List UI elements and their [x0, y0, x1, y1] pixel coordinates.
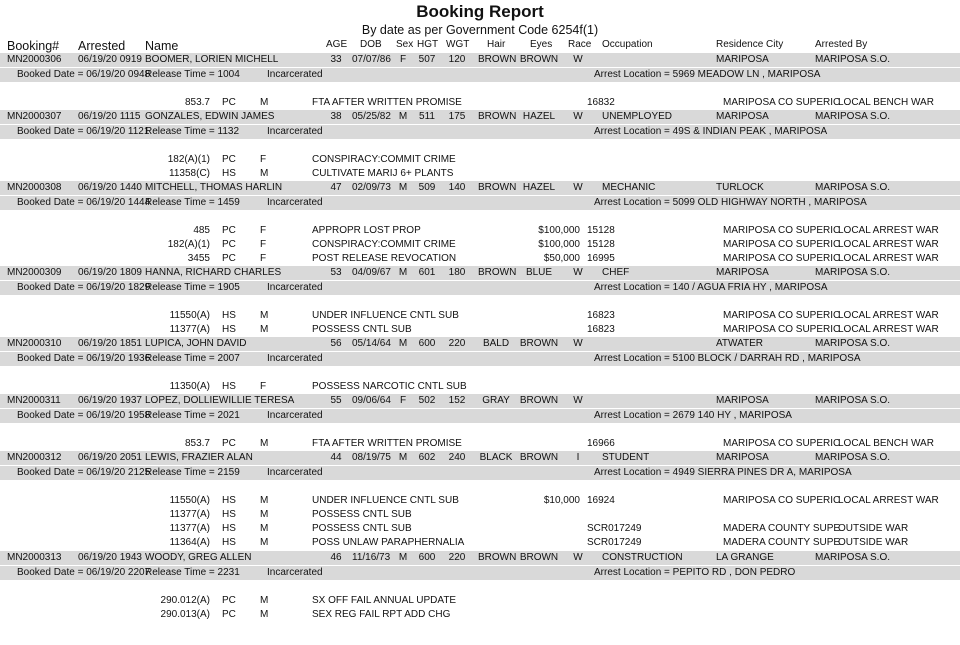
age: 38 — [330, 111, 342, 122]
release-time: Release Time = 1459 — [145, 197, 240, 208]
occupation: STUDENT — [602, 452, 650, 463]
charge-level: F — [260, 253, 267, 264]
age: 47 — [330, 182, 342, 193]
charge-description: POSSESS CNTL SUB — [312, 324, 412, 335]
weight: 175 — [448, 111, 466, 122]
status: Incarcerated — [267, 282, 323, 293]
charge-type: PC — [222, 253, 236, 264]
status: Incarcerated — [267, 467, 323, 478]
warrant-number: 15128 — [587, 225, 615, 236]
court: MARIPOSA CO SUPERIC — [723, 253, 841, 264]
arrested-by: MARIPOSA S.O. — [815, 452, 891, 463]
header-dob: DOB — [360, 39, 382, 50]
header-name: Name — [145, 39, 179, 53]
status: Incarcerated — [267, 410, 323, 421]
charge-code: 11358(C) — [169, 168, 210, 179]
race: W — [573, 111, 583, 122]
dob: 02/09/73 — [352, 182, 391, 193]
status: Incarcerated — [267, 567, 323, 578]
hair: BLACK — [479, 452, 513, 463]
race: W — [573, 338, 583, 349]
charge-type: HS — [222, 324, 236, 335]
booking-number: MN2000309 — [7, 267, 62, 278]
occupation: CONSTRUCTION — [602, 552, 683, 563]
charge-description: POSSESS NARCOTIC CNTL SUB — [312, 381, 467, 392]
charge-description: POSS UNLAW PARAPHERNALIA — [312, 537, 465, 548]
header-eyes: Eyes — [530, 39, 553, 50]
warrant-source: LOCAL ARREST WAR — [838, 310, 939, 321]
report-title: Booking Report — [416, 2, 544, 21]
hair: GRAY — [482, 395, 510, 406]
charge-type: PC — [222, 225, 236, 236]
height: 511 — [419, 111, 435, 122]
race: W — [573, 182, 583, 193]
charge-level: M — [260, 523, 269, 534]
charge-type: HS — [222, 495, 236, 506]
residence-city: MARIPOSA — [716, 111, 769, 122]
header-age: AGE — [326, 39, 348, 50]
hair: BROWN — [478, 267, 517, 278]
height: 507 — [418, 54, 436, 65]
bail-amount: $10,000 — [543, 495, 580, 506]
arrested-datetime: 06/19/20 1440 — [78, 182, 142, 193]
charge-level: M — [260, 168, 269, 179]
race: W — [573, 552, 583, 563]
age: 56 — [330, 338, 342, 349]
hair: BALD — [482, 338, 510, 349]
charge-type: HS — [222, 523, 236, 534]
sex: F — [399, 395, 407, 406]
charge-code: 182(A)(1) — [167, 154, 210, 165]
release-time: Release Time = 2231 — [145, 567, 240, 578]
charge-description: UNDER INFLUENCE CNTL SUB — [312, 495, 459, 506]
occupation: CHEF — [602, 267, 630, 278]
weight: 220 — [448, 552, 466, 563]
booked-date: Booked Date = 06/19/20 2125 — [17, 467, 151, 478]
age: 33 — [330, 54, 342, 65]
sex: M — [398, 182, 408, 193]
court: MARIPOSA CO SUPERIC — [723, 225, 841, 236]
charge-level: M — [260, 438, 269, 449]
charge-code: 11550(A) — [169, 495, 210, 506]
bail-amount: $100,000 — [538, 225, 580, 236]
arrested-by: MARIPOSA S.O. — [815, 338, 891, 349]
residence-city: MARIPOSA — [716, 395, 769, 406]
warrant-source: OUTSIDE WAR — [838, 537, 909, 548]
charge-description: SX OFF FAIL ANNUAL UPDATE — [312, 595, 457, 606]
header-hair: Hair — [487, 39, 506, 50]
charge-code: 11377(A) — [169, 523, 210, 534]
arrest-location: Arrest Location = PEPITO RD , DON PEDRO — [594, 567, 796, 578]
charge-level: M — [260, 97, 269, 108]
height: 602 — [418, 452, 436, 463]
warrant-number: 16924 — [587, 495, 615, 506]
header-sex: Sex — [396, 39, 414, 50]
warrant-number: 16966 — [587, 438, 615, 449]
charge-description: CULTIVATE MARIJ 6+ PLANTS — [312, 168, 454, 179]
arrested-datetime: 06/19/20 1937 — [78, 395, 142, 406]
court: MARIPOSA CO SUPERIC — [723, 97, 841, 108]
charge-type: HS — [222, 381, 236, 392]
release-time: Release Time = 2007 — [145, 353, 240, 364]
height: 509 — [418, 182, 436, 193]
booking-number: MN2000307 — [7, 111, 62, 122]
eyes: BROWN — [519, 54, 559, 65]
dob: 05/14/64 — [352, 338, 391, 349]
warrant-source: LOCAL ARREST WAR — [838, 324, 939, 335]
arrest-location: Arrest Location = 5100 BLOCK / DARRAH RD , MARIPOSA — [594, 353, 861, 364]
sex: F — [399, 54, 407, 65]
dob: 04/09/67 — [352, 267, 391, 278]
race: W — [573, 267, 583, 278]
arrested-datetime: 06/19/20 1851 — [78, 338, 142, 349]
charge-code: 11550(A) — [169, 310, 210, 321]
height: 502 — [418, 395, 436, 406]
release-time: Release Time = 1905 — [145, 282, 240, 293]
height: 601 — [418, 267, 436, 278]
charge-description: FTA AFTER WRITTEN PROMISE — [312, 438, 462, 449]
warrant-number: 16832 — [587, 97, 615, 108]
header-hgt: HGT — [417, 39, 439, 50]
warrant-source: LOCAL ARREST WAR — [838, 239, 939, 250]
dob: 11/16/73 — [352, 552, 391, 563]
age: 44 — [330, 452, 342, 463]
arrest-location: Arrest Location = 5099 OLD HIGHWAY NORTH , MARIPOSA — [594, 197, 867, 208]
charge-code: 853.7 — [184, 438, 210, 449]
height: 600 — [418, 338, 436, 349]
arrested-datetime: 06/19/20 1115 — [78, 111, 141, 122]
arrested-by: MARIPOSA S.O. — [815, 395, 891, 406]
charge-level: M — [260, 595, 269, 606]
charge-level: F — [260, 239, 267, 250]
booked-date: Booked Date = 06/19/20 1829 — [17, 282, 151, 293]
charge-description: APPROPR LOST PROP — [312, 225, 421, 236]
charge-level: M — [260, 324, 269, 335]
person-name: BOOMER, LORIEN MICHELL — [145, 54, 279, 65]
booked-date: Booked Date = 06/19/20 1444 — [17, 197, 151, 208]
warrant-source: LOCAL ARREST WAR — [838, 253, 939, 264]
court: MADERA COUNTY SUPE — [723, 537, 841, 548]
race: W — [573, 395, 583, 406]
header-arrested: Arrested — [78, 39, 126, 53]
hair: BROWN — [478, 182, 517, 193]
status: Incarcerated — [267, 353, 323, 364]
charge-level: F — [260, 381, 267, 392]
dob: 05/25/82 — [352, 111, 391, 122]
arrest-location: Arrest Location = 49S & INDIAN PEAK , MARIPOSA — [594, 126, 828, 137]
header-booking: Booking# — [7, 39, 60, 53]
eyes: HAZEL — [522, 182, 556, 193]
charge-type: PC — [222, 595, 236, 606]
arrested-datetime: 06/19/20 0919 — [78, 54, 142, 65]
charge-level: M — [260, 310, 269, 321]
eyes: BROWN — [519, 452, 559, 463]
race: I — [576, 452, 580, 463]
weight: 240 — [448, 452, 466, 463]
booking-number: MN2000306 — [7, 54, 62, 65]
header-occupation: Occupation — [602, 39, 653, 50]
charge-type: PC — [222, 438, 236, 449]
person-name: MITCHELL, THOMAS HARLIN — [145, 182, 283, 193]
warrant-source: LOCAL ARREST WAR — [838, 495, 939, 506]
booking-number: MN2000308 — [7, 182, 62, 193]
header-arrested-by: Arrested By — [815, 39, 868, 50]
court: MARIPOSA CO SUPERIC — [723, 324, 841, 335]
booked-date: Booked Date = 06/19/20 1121 — [17, 126, 150, 137]
booked-date: Booked Date = 06/19/20 2207 — [17, 567, 151, 578]
arrest-location: Arrest Location = 140 / AGUA FRIA HY , MARIPOSA — [594, 282, 828, 293]
charge-code: 3455 — [187, 253, 210, 264]
arrested-by: MARIPOSA S.O. — [815, 54, 891, 65]
status: Incarcerated — [267, 197, 323, 208]
occupation: MECHANIC — [602, 182, 656, 193]
booked-date: Booked Date = 06/19/20 0948 — [17, 69, 151, 80]
charge-code: 11377(A) — [169, 324, 210, 335]
weight: 180 — [448, 267, 466, 278]
residence-city: TURLOCK — [716, 182, 764, 193]
charge-description: UNDER INFLUENCE CNTL SUB — [312, 310, 459, 321]
sex: M — [398, 452, 408, 463]
sex: M — [398, 267, 408, 278]
dob: 09/06/64 — [352, 395, 391, 406]
charge-type: PC — [222, 609, 236, 620]
arrested-datetime: 06/19/20 1943 — [78, 552, 142, 563]
weight: 220 — [448, 338, 466, 349]
charge-code: 182(A)(1) — [167, 239, 210, 250]
arrested-by: MARIPOSA S.O. — [815, 111, 891, 122]
residence-city: LA GRANGE — [716, 552, 774, 563]
release-time: Release Time = 2021 — [145, 410, 240, 421]
eyes: BLUE — [525, 267, 553, 278]
booked-date: Booked Date = 06/19/20 1958 — [17, 410, 151, 421]
booking-number: MN2000312 — [7, 452, 62, 463]
person-name: HANNA, RICHARD CHARLES — [145, 267, 282, 278]
charge-type: HS — [222, 537, 236, 548]
arrest-location: Arrest Location = 4949 SIERRA PINES DR A, MARIPOSA — [594, 467, 852, 478]
court: MARIPOSA CO SUPERIC — [723, 438, 841, 449]
arrest-location: Arrest Location = 2679 140 HY , MARIPOSA — [594, 410, 792, 421]
arrested-by: MARIPOSA S.O. — [815, 552, 891, 563]
bail-amount: $100,000 — [538, 239, 580, 250]
release-time: Release Time = 1132 — [145, 126, 240, 137]
charge-description: CONSPIRACY:COMMIT CRIME — [312, 239, 456, 250]
eyes: BROWN — [519, 552, 559, 563]
person-name: LOPEZ, DOLLIEWILLIE TERESA — [145, 395, 295, 406]
age: 46 — [330, 552, 342, 563]
charge-code: 290.013(A) — [160, 609, 210, 620]
charge-code: 853.7 — [184, 97, 210, 108]
charge-level: F — [260, 225, 267, 236]
sex: M — [398, 111, 408, 122]
warrant-source: LOCAL ARREST WAR — [838, 225, 939, 236]
arrest-location: Arrest Location = 5969 MEADOW LN , MARIPOSA — [594, 69, 821, 80]
report-subtitle: By date as per Government Code 6254f(1) — [361, 23, 599, 37]
charge-code: 485 — [193, 225, 210, 236]
charge-level: M — [260, 495, 269, 506]
warrant-source: LOCAL BENCH WAR — [838, 438, 934, 449]
warrant-source: LOCAL BENCH WAR — [838, 97, 934, 108]
court: MADERA COUNTY SUPE — [723, 523, 841, 534]
court: MARIPOSA CO SUPERIC — [723, 310, 841, 321]
charge-level: M — [260, 537, 269, 548]
warrant-number: 16823 — [587, 310, 615, 321]
age: 53 — [330, 267, 342, 278]
sex: M — [398, 338, 408, 349]
person-name: LUPICA, JOHN DAVID — [145, 338, 247, 349]
booking-number: MN2000311 — [7, 395, 61, 406]
charge-level: M — [260, 509, 269, 520]
charge-type: PC — [222, 97, 236, 108]
dob: 07/07/86 — [352, 54, 391, 65]
charge-code: 11364(A) — [169, 537, 210, 548]
charge-code: 11350(A) — [169, 381, 210, 392]
hair: BROWN — [478, 552, 517, 563]
warrant-number: SCR017249 — [587, 523, 642, 534]
release-time: Release Time = 1004 — [145, 69, 240, 80]
warrant-number: 16823 — [587, 324, 615, 335]
residence-city: MARIPOSA — [716, 267, 769, 278]
sex: M — [398, 552, 408, 563]
race: W — [573, 54, 583, 65]
charge-description: POSSESS CNTL SUB — [312, 509, 412, 520]
dob: 08/19/75 — [352, 452, 391, 463]
booking-number: MN2000310 — [7, 338, 62, 349]
charge-description: POSSESS CNTL SUB — [312, 523, 412, 534]
eyes: BROWN — [519, 395, 559, 406]
person-name: GONZALES, EDWIN JAMES — [145, 111, 275, 122]
eyes: BROWN — [519, 338, 559, 349]
person-name: WOODY, GREG ALLEN — [145, 552, 252, 563]
warrant-number: SCR017249 — [587, 537, 642, 548]
bail-amount: $50,000 — [543, 253, 580, 264]
warrant-number: 15128 — [587, 239, 615, 250]
eyes: HAZEL — [522, 111, 556, 122]
hair: BROWN — [478, 54, 517, 65]
charge-type: HS — [222, 310, 236, 321]
court: MARIPOSA CO SUPERIC — [723, 239, 841, 250]
age: 55 — [330, 395, 342, 406]
arrested-datetime: 06/19/20 1809 — [78, 267, 142, 278]
hair: BROWN — [478, 111, 517, 122]
charge-level: M — [260, 609, 269, 620]
residence-city: MARIPOSA — [716, 54, 769, 65]
charge-description: CONSPIRACY:COMMIT CRIME — [312, 154, 456, 165]
booking-number: MN2000313 — [7, 552, 62, 563]
residence-city: ATWATER — [716, 338, 764, 349]
charge-type: HS — [222, 168, 236, 179]
charge-type: HS — [222, 509, 236, 520]
charge-type: PC — [222, 239, 236, 250]
header-residence-city: Residence City — [716, 39, 784, 50]
arrested-datetime: 06/19/20 2051 — [78, 452, 142, 463]
charge-code: 11377(A) — [169, 509, 210, 520]
charge-description: FTA AFTER WRITTEN PROMISE — [312, 97, 462, 108]
person-name: LEWIS, FRAZIER ALAN — [145, 452, 253, 463]
occupation: UNEMPLOYED — [602, 111, 673, 122]
warrant-source: OUTSIDE WAR — [838, 523, 909, 534]
warrant-number: 16995 — [587, 253, 615, 264]
header-race: Race — [568, 39, 592, 50]
arrested-by: MARIPOSA S.O. — [815, 267, 891, 278]
court: MARIPOSA CO SUPERIC — [723, 495, 841, 506]
status: Incarcerated — [267, 126, 323, 137]
weight: 152 — [448, 395, 466, 406]
charge-description: POST RELEASE REVOCATION — [312, 253, 457, 264]
height: 600 — [418, 552, 436, 563]
weight: 120 — [448, 54, 466, 65]
residence-city: MARIPOSA — [716, 452, 769, 463]
charge-type: PC — [222, 154, 236, 165]
charge-description: SEX REG FAIL RPT ADD CHG — [312, 609, 451, 620]
status: Incarcerated — [267, 69, 323, 80]
arrested-by: MARIPOSA S.O. — [815, 182, 891, 193]
release-time: Release Time = 2159 — [145, 467, 240, 478]
charge-code: 290.012(A) — [160, 595, 210, 606]
weight: 140 — [448, 182, 466, 193]
charge-level: F — [260, 154, 267, 165]
header-wgt: WGT — [446, 39, 470, 50]
booked-date: Booked Date = 06/19/20 1936 — [17, 353, 151, 364]
